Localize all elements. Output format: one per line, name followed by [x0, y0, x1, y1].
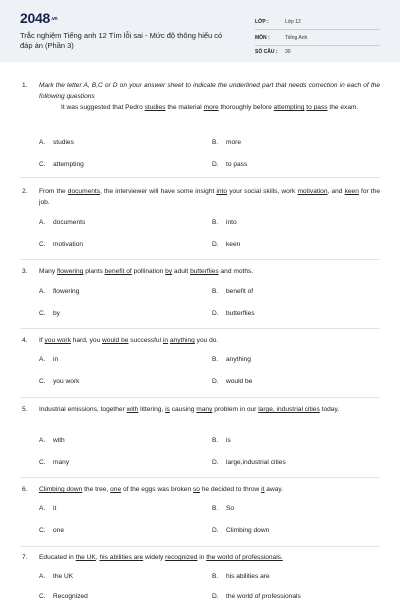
option-d[interactable]	[212, 459, 286, 466]
option-a[interactable]	[39, 288, 79, 295]
option-a[interactable]	[39, 505, 56, 512]
sentence-part: causing	[169, 406, 197, 413]
underlined-part: in	[162, 337, 169, 344]
question-number: 1.	[22, 82, 28, 89]
option-b[interactable]	[212, 356, 251, 363]
underlined-part: the world of professionals.	[206, 554, 283, 561]
option-text: one	[53, 527, 65, 534]
option-letter: A.	[39, 437, 46, 444]
option-text: by	[53, 310, 60, 317]
sentence-part: , and	[327, 188, 345, 195]
sentence-part: Many	[39, 268, 57, 275]
sentence-part: plants	[83, 268, 105, 275]
option-c[interactable]	[39, 161, 84, 168]
option-letter: A.	[39, 573, 46, 580]
option-letter: C.	[39, 593, 46, 600]
option-a[interactable]	[39, 573, 73, 580]
option-text: Climbing down	[226, 527, 270, 534]
option-a[interactable]	[39, 356, 58, 363]
meta-subject-value: Tiếng Anh	[285, 35, 308, 41]
sentence-part: your social skills, work	[227, 188, 298, 195]
option-b[interactable]	[212, 437, 231, 444]
option-c[interactable]	[39, 378, 79, 385]
option-b[interactable]	[212, 288, 253, 295]
underlined-part: butterflies	[190, 268, 219, 275]
option-c[interactable]	[39, 527, 64, 534]
question-number: 6.	[22, 486, 28, 493]
underlined-part: with	[126, 406, 139, 413]
option-letter: B.	[212, 139, 219, 146]
meta-count-value: 30	[285, 49, 291, 55]
option-text: benefit of	[226, 288, 254, 295]
sentence-part: thoroughly before	[218, 104, 274, 111]
option-letter: B.	[212, 219, 219, 226]
underlined-part: more	[203, 104, 219, 111]
option-text: his abilities are	[226, 573, 270, 580]
sentence-part: Industrial emissions, together	[39, 406, 127, 413]
sentence-part: problem in our	[212, 406, 259, 413]
option-text: more	[226, 139, 242, 146]
option-letter: B.	[212, 573, 219, 580]
underlined-part: is	[165, 406, 170, 413]
option-text: keen	[226, 241, 241, 248]
option-a[interactable]	[39, 437, 65, 444]
sentence-part: you do.	[194, 337, 219, 344]
option-letter: B.	[212, 288, 219, 295]
option-letter: A.	[39, 219, 46, 226]
option-letter: A.	[39, 505, 46, 512]
sentence-part: successful	[128, 337, 163, 344]
question-text	[39, 404, 380, 415]
sentence-part: away.	[264, 486, 284, 493]
option-d[interactable]	[212, 310, 255, 317]
meta-count	[255, 44, 380, 60]
option-letter: D.	[212, 593, 219, 600]
option-b[interactable]	[212, 219, 237, 226]
underlined-part: attempting	[273, 104, 305, 111]
option-letter: D.	[212, 241, 219, 248]
option-letter: B.	[212, 505, 219, 512]
sentence-part: Educated in	[39, 554, 76, 561]
option-b[interactable]	[212, 505, 234, 512]
option-c[interactable]	[39, 593, 88, 600]
question-text	[39, 552, 380, 563]
option-letter: A.	[39, 139, 46, 146]
sentence-part: the tree,	[82, 486, 111, 493]
option-text: would be	[226, 378, 253, 385]
option-text: you work	[53, 378, 80, 385]
option-text: is	[226, 437, 231, 444]
option-d[interactable]	[212, 593, 301, 600]
option-d[interactable]	[212, 161, 247, 168]
option-text: Recognized	[53, 593, 88, 600]
underlined-part: one	[110, 486, 122, 493]
sentence-part: adult	[172, 268, 191, 275]
option-text: flowering	[53, 288, 80, 295]
underlined-part: by	[165, 268, 173, 275]
option-text: many	[53, 459, 70, 466]
sentence-part: pollination	[131, 268, 166, 275]
underlined-part: large, industrial cities	[258, 406, 320, 413]
site-logo[interactable]	[20, 10, 57, 26]
sentence-part: It was suggested that Pedro	[61, 104, 145, 111]
meta-grade-label: LỚP :	[255, 19, 269, 25]
option-text: with	[53, 437, 65, 444]
underlined-part: recognized	[165, 554, 198, 561]
sentence-part: ,	[95, 554, 100, 561]
logo-text: 2048	[20, 10, 50, 26]
divider	[20, 546, 380, 547]
option-letter: D.	[212, 310, 219, 317]
option-letter: B.	[212, 356, 219, 363]
option-text: studies	[53, 139, 74, 146]
option-letter: C.	[39, 378, 46, 385]
underlined-part: to pass	[306, 104, 328, 111]
sentence-part: littering,	[138, 406, 166, 413]
meta-grade	[255, 14, 380, 30]
option-a[interactable]	[39, 219, 85, 226]
underlined-part: keen	[344, 188, 359, 195]
option-c[interactable]	[39, 459, 69, 466]
option-letter: C.	[39, 527, 46, 534]
question-text	[39, 484, 380, 495]
option-text: attempting	[53, 161, 84, 168]
option-text: in	[53, 356, 59, 363]
underlined-part: would be	[102, 337, 129, 344]
sentence-part: for the job.	[39, 188, 381, 206]
sentence-part: , the interviewer will have some insight	[100, 188, 217, 195]
question-text	[39, 186, 380, 208]
option-text: documents	[53, 219, 86, 226]
option-c[interactable]	[39, 241, 83, 248]
option-text: the UK	[53, 573, 74, 580]
sentence-part: today.	[319, 406, 340, 413]
underlined-part: his abilities are	[99, 554, 144, 561]
option-d[interactable]	[212, 378, 252, 385]
meta-subject-label: MÔN :	[255, 35, 270, 41]
question-text	[39, 80, 380, 113]
divider	[20, 328, 380, 329]
logo-suffix: .vn	[50, 16, 58, 22]
option-text: anything	[226, 356, 251, 363]
option-letter: A.	[39, 288, 46, 295]
sentence-part: the material	[165, 104, 204, 111]
question-number: 7.	[22, 554, 28, 561]
sentence-part: of the eggs was broken	[121, 486, 193, 493]
option-letter: D.	[212, 161, 219, 168]
option-text: to pass	[226, 161, 248, 168]
option-letter: C.	[39, 161, 46, 168]
question-number: 4.	[22, 337, 28, 344]
option-letter: C.	[39, 241, 46, 248]
sentence-part: the exam.	[327, 104, 359, 111]
option-letter: A.	[39, 356, 46, 363]
option-text: motivation	[53, 241, 84, 248]
meta-count-label: SỐ CÂU :	[255, 49, 278, 55]
question-text	[39, 266, 380, 277]
header	[0, 0, 400, 62]
question-number: 2.	[22, 188, 28, 195]
option-d[interactable]	[212, 527, 269, 534]
option-text: So	[226, 505, 235, 512]
sentence-part: widely	[143, 554, 166, 561]
option-text: into	[226, 219, 237, 226]
question-number: 3.	[22, 268, 28, 275]
underlined-part: many	[196, 406, 213, 413]
underlined-part: flowering	[56, 268, 84, 275]
sentence-part: in	[197, 554, 207, 561]
sentence-part: From the	[39, 188, 68, 195]
underlined-part: so	[192, 486, 200, 493]
underlined-part: into	[216, 188, 228, 195]
underlined-part: anything	[169, 337, 195, 344]
underlined-part: you work	[44, 337, 71, 344]
underlined-part: the UK	[75, 554, 96, 561]
option-d[interactable]	[212, 241, 240, 248]
option-text: butterflies	[226, 310, 255, 317]
underlined-part: motivation	[297, 188, 328, 195]
question-number: 5.	[22, 406, 28, 413]
option-letter: D.	[212, 459, 219, 466]
option-letter: D.	[212, 378, 219, 385]
sentence-part: If	[39, 337, 45, 344]
sentence-part: he decided to throw	[199, 486, 262, 493]
option-letter: B.	[212, 437, 219, 444]
option-text: it	[53, 505, 57, 512]
underlined-part: it	[261, 486, 265, 493]
divider	[20, 397, 380, 398]
option-letter: C.	[39, 310, 46, 317]
option-b[interactable]	[212, 139, 241, 146]
divider	[20, 477, 380, 478]
option-letter: C.	[39, 459, 46, 466]
meta-grade-value: Lớp 12	[285, 19, 301, 25]
divider	[20, 259, 380, 260]
option-b[interactable]	[212, 573, 270, 580]
divider	[20, 177, 380, 178]
underlined-part: benefit of	[104, 268, 132, 275]
option-a[interactable]	[39, 139, 74, 146]
sentence-part: hard, you	[70, 337, 103, 344]
option-text: large,industrial cities	[226, 459, 286, 466]
question-instruction: Mark the letter A, B,C or D on your answer sheet to indicate the underlined part that needs correction in each of the following questions	[39, 82, 380, 100]
option-letter: D.	[212, 527, 219, 534]
underlined-part: studies	[144, 104, 166, 111]
option-text: the world of professionals	[226, 593, 301, 600]
option-c[interactable]	[39, 310, 60, 317]
underlined-part: documents	[67, 188, 101, 195]
sentence-part: and moths.	[218, 268, 254, 275]
underlined-part: Climbing down	[39, 486, 83, 493]
page-title: Trắc nghiệm Tiếng anh 12 Tìm lỗi sai - Mức độ thông hiểu có đáp án (Phần 3)	[20, 31, 223, 50]
question-text	[39, 335, 380, 346]
